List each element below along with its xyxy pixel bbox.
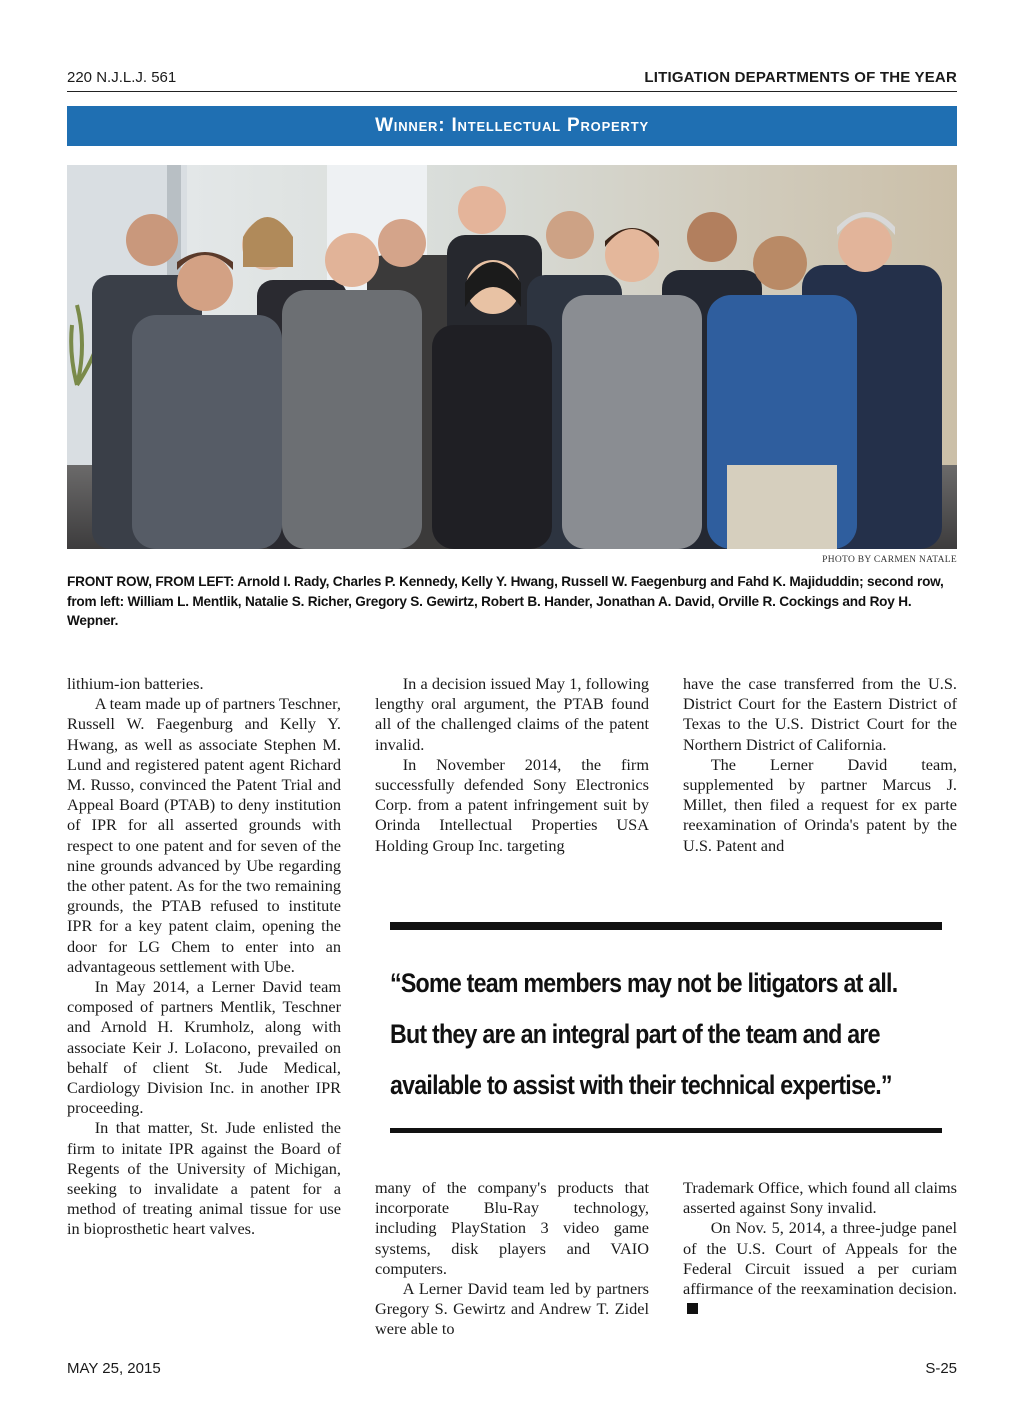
issue-date: MAY 25, 2015 — [67, 1360, 161, 1377]
page-number: S-25 — [925, 1360, 957, 1377]
paragraph: In a decision issued May 1, following lengthy oral argument, the PTAB found all of the challenged claims of the patent invalid. — [375, 674, 649, 754]
paragraph: A Lerner David team led by partners Gregory S. Gewirtz and Andrew T. Zidel were able to — [375, 1279, 649, 1339]
photo-credit: PHOTO BY CARMEN NATALE — [822, 555, 957, 565]
article-column-3-top — [683, 674, 957, 856]
pull-quote-top-rule — [390, 922, 942, 930]
pull-quote — [390, 958, 949, 1111]
article-column-2-top — [375, 674, 649, 856]
team-photo — [67, 165, 957, 549]
pull-quote-line: But they are an integral part of the team and are — [390, 1019, 880, 1049]
pull-quote-bottom-rule — [390, 1128, 942, 1133]
article-column-3-bottom — [683, 1178, 957, 1319]
paragraph: The Lerner David team, supplemented by partner Marcus J. Millet, then filed a request for ex parte reexamination of Orinda's patent by the U.S. Patent and — [683, 754, 957, 855]
paragraph: In May 2014, a Lerner David team composed of partners Mentlik, Teschner and Arnold H. Krumholz, along with associate Keir J. LoIacono, prevailed on behalf of client St. Jude Medical, Cardiology Division Inc. in another IPR proceeding. — [67, 977, 341, 1118]
pull-quote-line: available to assist with their technical expertise.” — [390, 1070, 892, 1100]
paragraph — [683, 1218, 957, 1319]
running-head — [67, 68, 957, 92]
paragraph: In November 2014, the firm successfully defended Sony Electronics Corp. from a patent infringement suit by Orinda Intellectual Properties USA Holding Group Inc. targeting — [375, 754, 649, 855]
paragraph: have the case transferred from the U.S. District Court for the Eastern District of Texas to the U.S. District Court for the Northern District of California. — [683, 674, 957, 754]
paragraph: A team made up of partners Teschner, Russell W. Faegenburg and Kelly Y. Hwang, as well as associate Stephen M. Lund and registered patent agent Richard M. Russo, convinced the Patent Trial and Appeal Board (PTAB) to deny institution of IPR for all asserted grounds with respect to one patent and for seven of the nine grounds advanced by Ube regarding the other patent. As for the two remaining grounds, the PTAB refused to institute IPR for a key patent claim, opening the door for LG Chem to enter into an advantageous settlement with Ube. — [67, 694, 341, 976]
paragraph: Trademark Office, which found all claims asserted against Sony invalid. — [683, 1178, 957, 1218]
paragraph: many of the company's products that incorporate Blu-Ray technology, including PlayStation 3 video game systems, disk players and VAIO computers. — [375, 1178, 649, 1278]
article-column-1 — [67, 674, 341, 1240]
photo-caption: FRONT ROW, FROM LEFT: Arnold I. Rady, Charles P. Kennedy, Kelly Y. Hwang, Russell W. Faegenburg and Fahd K. Majiduddin; second row, from left: William L. Mentlik, Natalie S. Richer, Gregory S. Gewirtz, Robert B. Hander, Jonathan A. David, Orville R. Cockings and Roy H. Wepner. — [67, 574, 944, 628]
paragraph-text: On Nov. 5, 2014, a three-judge panel of the U.S. Court of Appeals for the Federal Circuit issued a per curiam affirmance of the reexamination decision. — [683, 1218, 957, 1299]
winner-banner: Winner: Intellectual Property — [67, 106, 957, 146]
paragraph: In that matter, St. Jude enlisted the firm to initate IPR against the Board of Regents of the University of Michigan, seeking to invalidate a patent for a method of treating animal tissue for use in bioprosthetic heart valves. — [67, 1118, 341, 1239]
article-column-2-bottom — [375, 1178, 649, 1340]
pull-quote-line: “Some team members may not be litigators at all. — [390, 968, 898, 998]
end-mark-icon — [687, 1303, 698, 1314]
citation: 220 N.J.L.J. 561 — [67, 69, 177, 86]
section-title: LITIGATION DEPARTMENTS OF THE YEAR — [644, 69, 957, 86]
paragraph: lithium-ion batteries. — [67, 674, 204, 693]
